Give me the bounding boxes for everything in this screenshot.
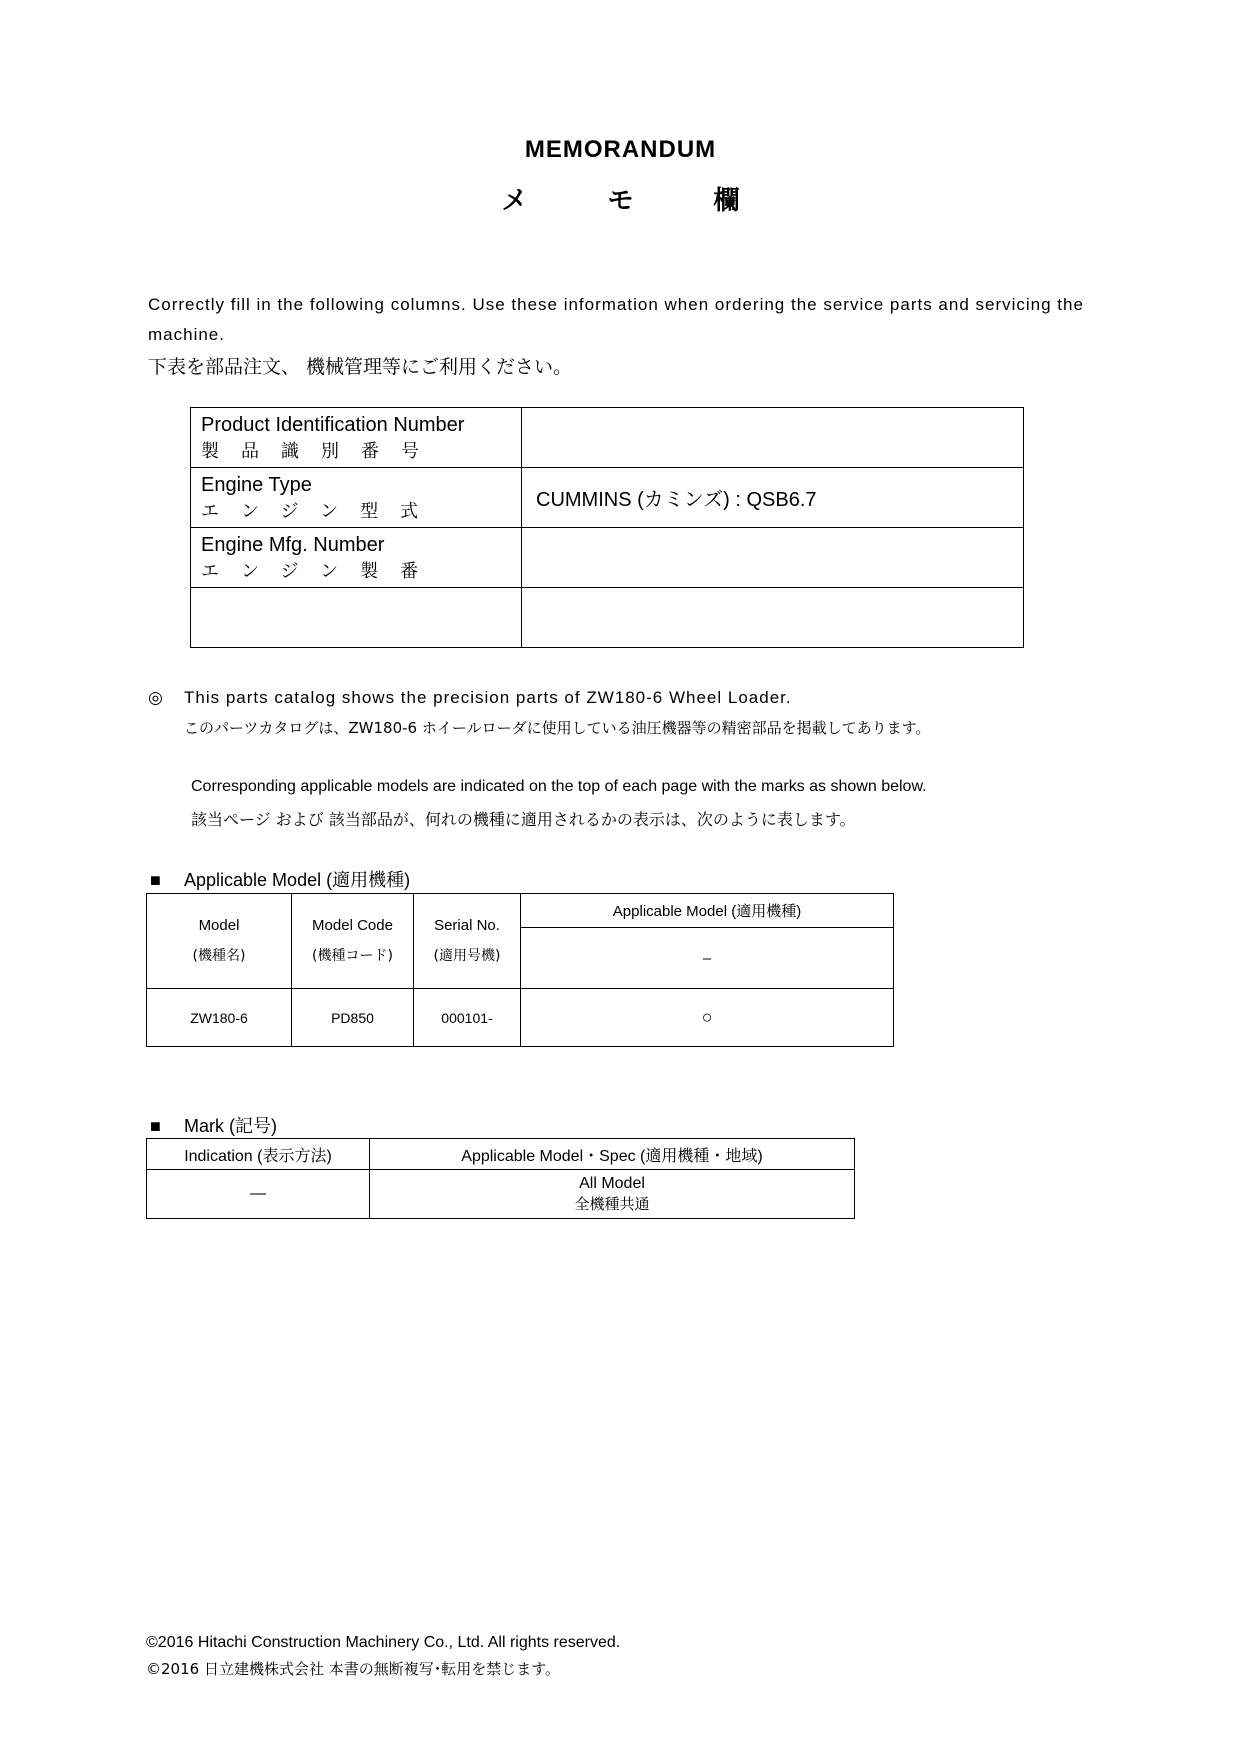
memo-value-cell: CUMMINS (カミンズ) : QSB6.7 — [522, 468, 1024, 528]
marks-note-jp: 該当ページ および 該当部品が、何れの機種に適用されるかの表示は、次のように表します。 — [191, 810, 856, 829]
row-code: PD850 — [292, 989, 414, 1047]
col-serial-en: Serial No. — [434, 917, 500, 934]
memo-label-cell — [191, 528, 522, 588]
page-title-jp — [0, 180, 1241, 217]
memo-row — [191, 588, 1024, 648]
table-header-row — [147, 894, 894, 928]
mark-heading — [150, 1112, 277, 1138]
memo-label-jp: エンジン製番 — [201, 560, 441, 582]
title-jp-char-1: メ — [501, 185, 528, 215]
catalog-note-text: This parts catalog shows the precision parts of ZW180-6 Wheel Loader. — [184, 688, 792, 707]
col-model-en: Model — [198, 917, 240, 934]
mark-table — [146, 1138, 855, 1219]
memo-value-cell — [522, 408, 1024, 468]
col-applic-header: Applicable Model (適用機種) — [521, 894, 894, 928]
intro-text: Correctly fill in the following columns. Use these information when ordering the service parts and servicing the machine. — [148, 295, 1084, 344]
applicable-model-heading — [150, 866, 410, 892]
col-applic-sub: – — [521, 928, 894, 989]
memo-label-jp: エンジン型式 — [201, 500, 441, 522]
row-spec-en: All Model — [579, 1174, 645, 1192]
square-bullet-icon: ■ — [150, 1116, 161, 1136]
row-serial: 000101- — [414, 989, 521, 1047]
col-serial-header — [414, 894, 521, 989]
row-spec — [370, 1170, 855, 1219]
memo-value-cell — [522, 588, 1024, 648]
memo-row — [191, 408, 1024, 468]
memo-label-en: Engine Mfg. Number — [201, 533, 385, 556]
marks-note: Corresponding applicable models are indicated on the top of each page with the marks as shown below. — [191, 778, 927, 795]
double-circle-icon: ◎ — [148, 688, 164, 707]
row-model: ZW180-6 — [147, 989, 292, 1047]
row-applic-mark: ○ — [521, 989, 894, 1047]
row-spec-jp: 全機種共通 — [574, 1194, 650, 1213]
row-indication: — — [147, 1170, 370, 1219]
memo-label-en: Product Identification Number — [201, 413, 465, 436]
memo-label-cell — [191, 468, 522, 528]
applicable-model-heading-text: Applicable Model (適用機種) — [184, 870, 411, 890]
memo-row — [191, 468, 1024, 528]
table-row — [147, 989, 894, 1047]
col-spec-header: Applicable Model・Spec (適用機種・地域) — [370, 1139, 855, 1170]
catalog-note — [148, 688, 792, 708]
square-bullet-icon: ■ — [150, 870, 161, 890]
col-model-jp: (機種名) — [192, 948, 246, 964]
col-serial-jp: (適用号機) — [433, 948, 501, 964]
memo-label-en: Engine Type — [201, 473, 312, 496]
memo-label-cell — [191, 588, 522, 648]
memo-label-jp: 製品識別番号 — [201, 440, 441, 462]
copyright-en: ©2016 Hitachi Construction Machinery Co., Ltd. All rights reserved. — [146, 1634, 621, 1651]
col-indication-header: Indication (表示方法) — [147, 1139, 370, 1170]
title-jp-char-2: モ — [607, 185, 634, 215]
col-code-en: Model Code — [312, 917, 393, 934]
applicable-model-table — [146, 893, 894, 1047]
memo-table — [190, 407, 1024, 648]
catalog-note-jp: このパーツカタログは、ZW180-6 ホイールローダに使用している油圧機器等の精密部品を掲載してあります。 — [184, 719, 931, 737]
col-model-header — [147, 894, 292, 989]
col-code-jp: (機種コード) — [312, 948, 393, 964]
copyright-jp: ©2016 日立建機株式会社 本書の無断複写･転用を禁じます。 — [146, 1660, 561, 1678]
table-row — [147, 1170, 855, 1219]
memo-value-cell — [522, 528, 1024, 588]
memo-row — [191, 528, 1024, 588]
page-title: MEMORANDUM — [524, 136, 717, 163]
title-jp-char-3: 欄 — [713, 185, 740, 215]
memo-label-cell — [191, 408, 522, 468]
mark-heading-text: Mark (記号) — [184, 1116, 277, 1136]
intro-text-jp: 下表を部品注文、 機械管理等にご利用ください。 — [148, 356, 573, 378]
table-header-row — [147, 1139, 855, 1170]
col-code-header — [292, 894, 414, 989]
